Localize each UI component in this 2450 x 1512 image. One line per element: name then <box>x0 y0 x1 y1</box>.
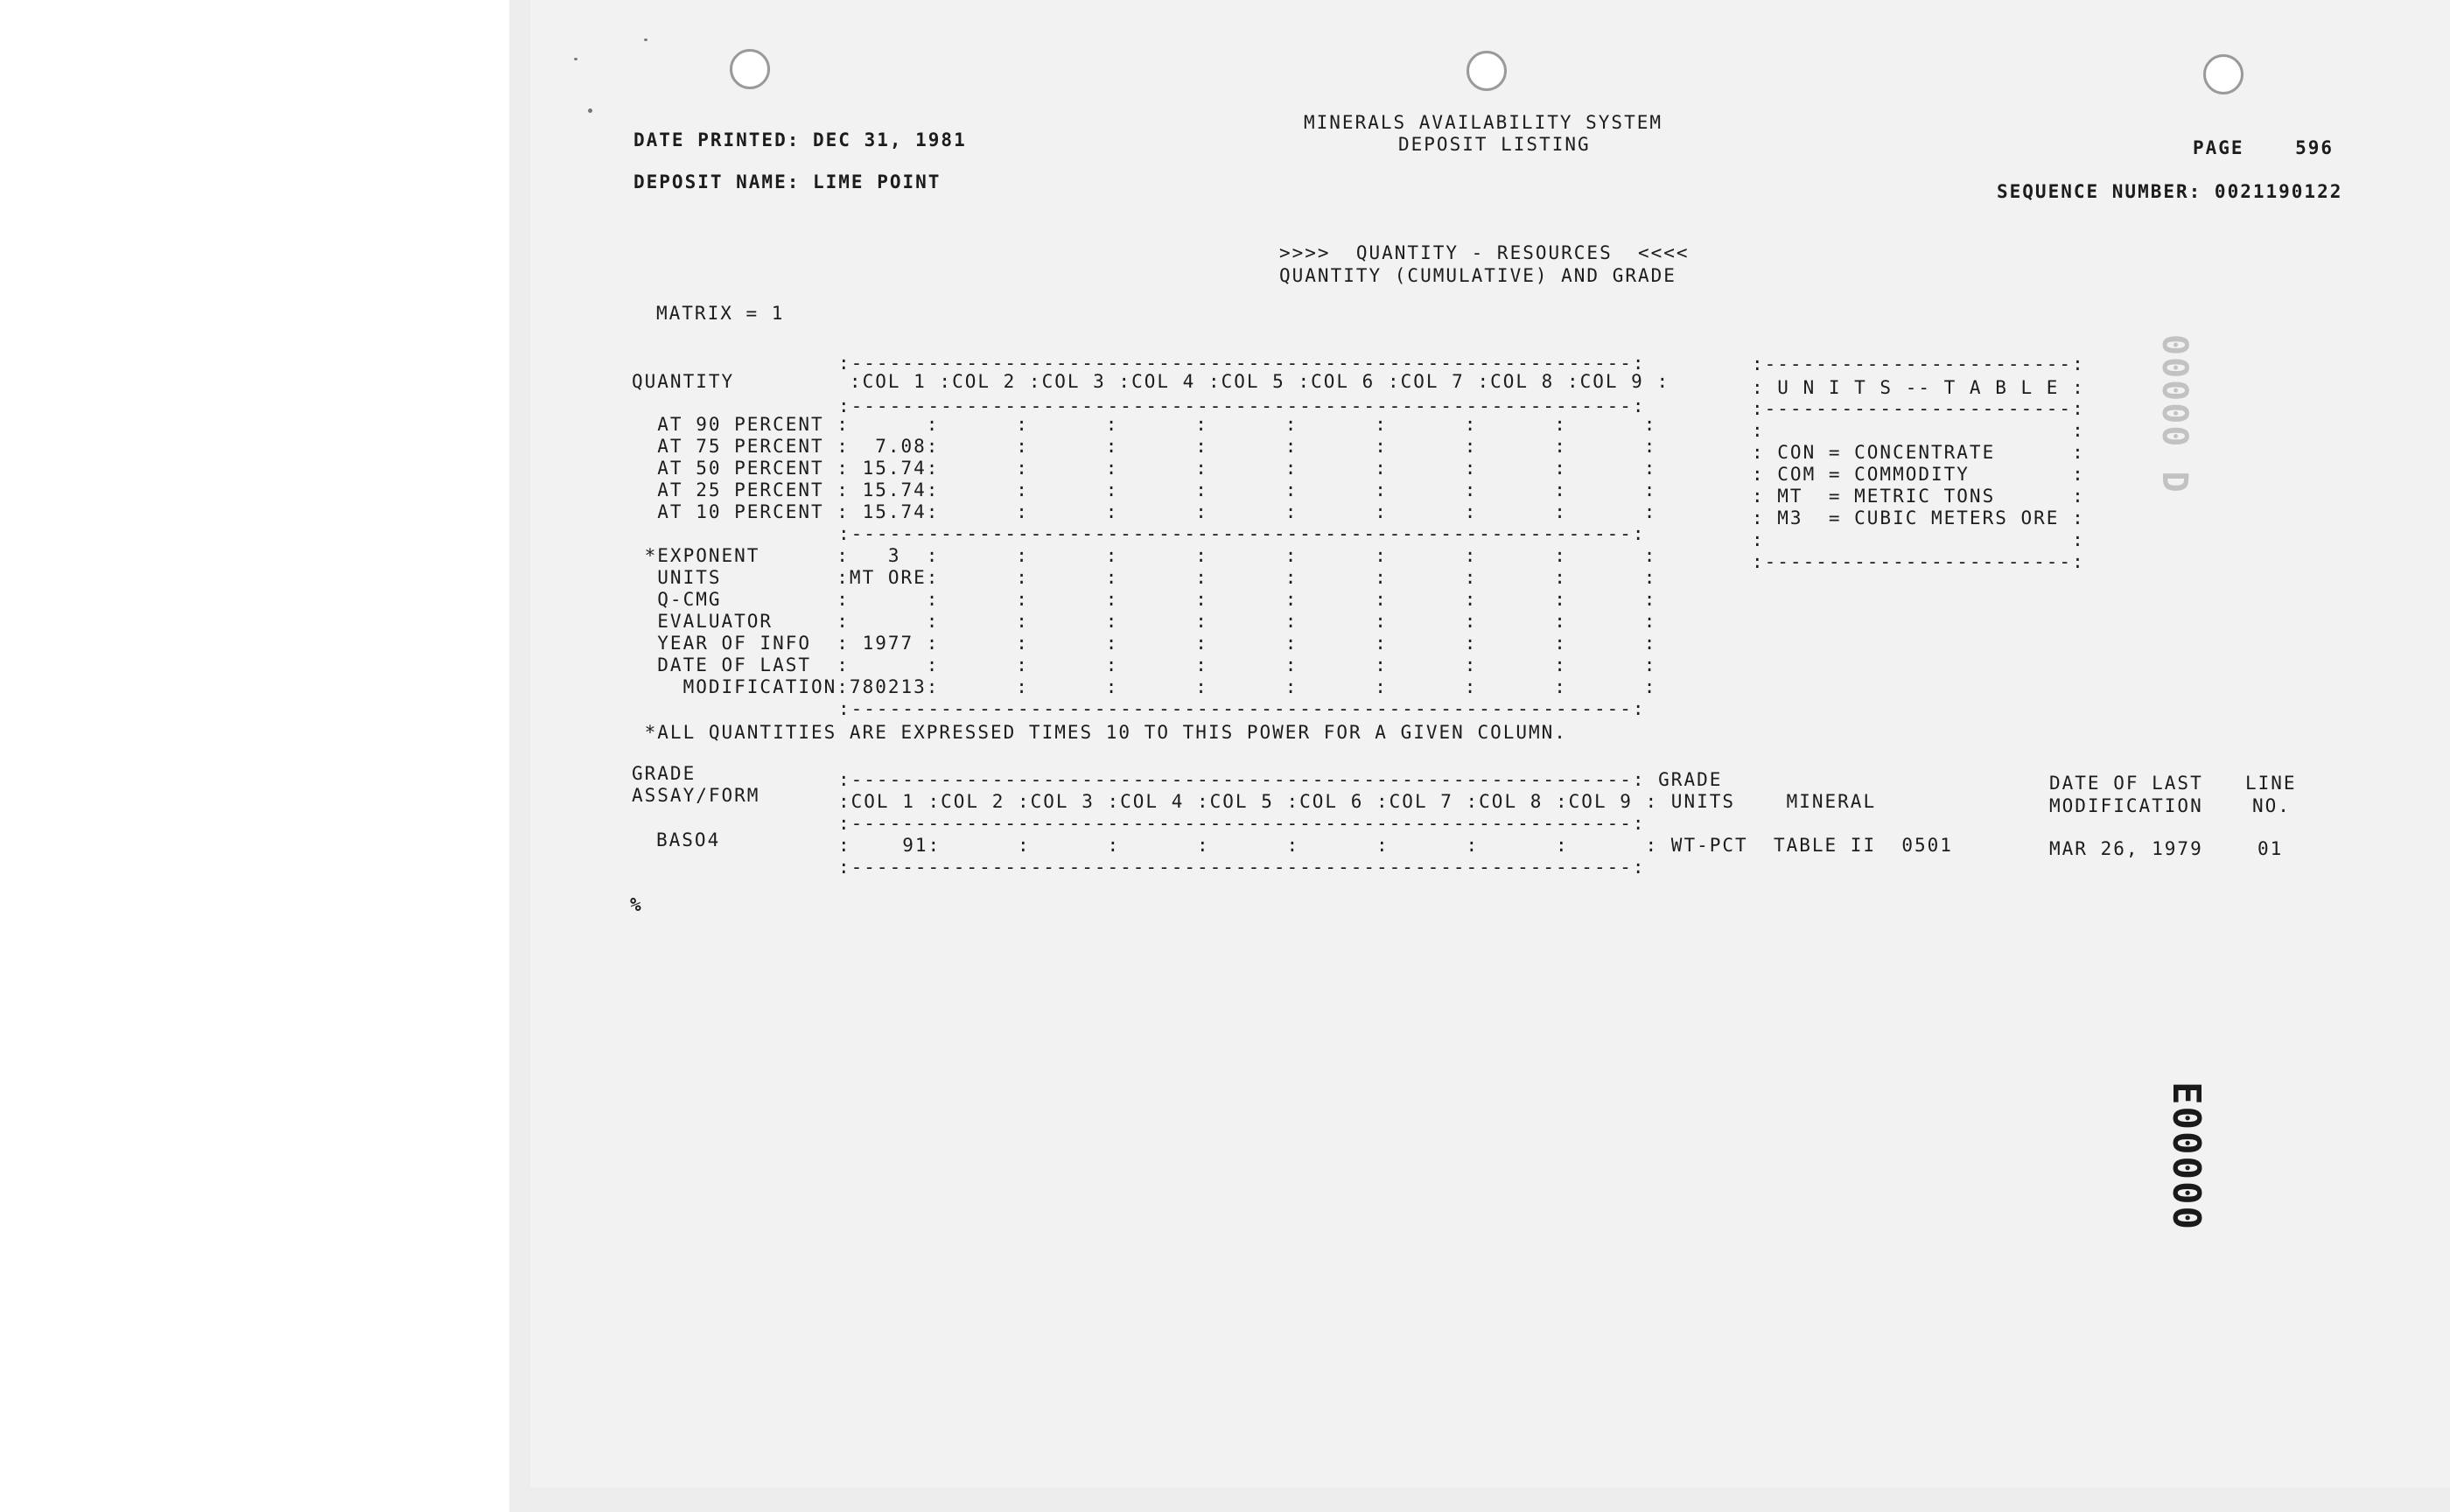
units-rule-bottom: :------------------------: <box>1752 551 2085 572</box>
units-row: : M3 = CUBIC METERS ORE : <box>1752 508 2085 528</box>
matrix-label: MATRIX = 1 <box>656 303 785 324</box>
line-no-header: NO. <box>2252 795 2291 816</box>
modification-date: MAR 26, 1979 <box>2049 838 2203 859</box>
grade-label: GRADE <box>632 763 696 784</box>
quantity-meta-row: YEAR OF INFO : 1977 : : : : : : : : : <box>632 633 1657 654</box>
listing-title: DEPOSIT LISTING <box>1398 134 1591 155</box>
page-stamp-lower: E00000 <box>2164 1082 2208 1231</box>
units-rule-top: :------------------------: <box>1752 354 2085 374</box>
line-header: LINE <box>2245 773 2297 794</box>
quantity-rule-bottom: :-------------------------------------------------------------: <box>838 698 1646 719</box>
quantity-row: AT 50 PERCENT : 15.74: : : : : : : : : <box>632 458 1657 479</box>
grade-rule-top: :-------------------------------------------------------------: GRADE <box>838 769 1723 790</box>
quantity-row: AT 75 PERCENT : 7.08: : : : : : : : : <box>632 436 1657 457</box>
quantity-rule-mid: :-------------------------------------------------------------: <box>838 523 1646 544</box>
assay-form-label: ASSAY/FORM <box>632 785 760 806</box>
punch-hole-right <box>2203 54 2244 94</box>
units-row: : : <box>1752 529 2085 550</box>
quantity-footnote: *ALL QUANTITIES ARE EXPRESSED TIMES 10 TO THIS POWER FOR A GIVEN COLUMN. <box>632 722 1567 743</box>
grade-rule-header: :-------------------------------------------------------------: <box>838 813 1646 834</box>
quantity-meta-row: DATE OF LAST : : : : : : : : : : <box>632 654 1657 676</box>
quantity-meta-row: UNITS :MT ORE: : : : : : : : : <box>632 567 1657 588</box>
page-number: PAGE 596 <box>2193 137 2334 158</box>
units-row: : : <box>1752 420 2085 441</box>
units-row: : COM = COMMODITY : <box>1752 464 2085 485</box>
deposit-name: DEPOSIT NAME: LIME POINT <box>634 172 942 192</box>
quantity-rule-header: :-------------------------------------------------------------: <box>838 396 1646 416</box>
paper-face <box>530 0 2450 1488</box>
grade-rule-bottom: :-------------------------------------------------------------: <box>838 857 1646 878</box>
end-mark: % <box>630 894 643 915</box>
quantity-meta-row: Q-CMG : : : : : : : : : : <box>632 589 1657 610</box>
sequence-number: SEQUENCE NUMBER: 0021190122 <box>1997 181 2343 202</box>
section-heading: >>>> QUANTITY - RESOURCES <<<< <box>1279 242 1690 263</box>
quantity-rule-top: :-------------------------------------------------------------: <box>838 353 1646 374</box>
units-row: : CON = CONCENTRATE : <box>1752 442 2085 463</box>
scan-speck <box>588 108 592 113</box>
modification-header: MODIFICATION <box>2049 795 2203 816</box>
line-number: 01 <box>2258 838 2284 859</box>
scan-speck <box>644 38 648 41</box>
page-stamp-upper: 00000 D <box>2154 334 2194 494</box>
units-rule-title: :------------------------: <box>1752 398 2085 419</box>
punch-hole-left <box>730 49 770 89</box>
quantity-row: AT 10 PERCENT : 15.74: : : : : : : : : <box>632 501 1657 522</box>
grade-row-label: BASO4 <box>656 830 721 850</box>
quantity-row: AT 90 PERCENT : : : : : : : : : : <box>632 414 1657 435</box>
units-row: : MT = METRIC TONS : <box>1752 486 2085 507</box>
units-title: : U N I T S -- T A B L E : <box>1752 377 2085 398</box>
date-printed: DATE PRINTED: DEC 31, 1981 <box>634 130 967 150</box>
quantity-row: AT 25 PERCENT : 15.74: : : : : : : : : <box>632 480 1657 500</box>
grade-row: : 91: : : : : : : : : WT-PCT TABLE II 0501 <box>838 835 1953 856</box>
grade-header-row: :COL 1 :COL 2 :COL 3 :COL 4 :COL 5 :COL 6 :COL 7 :COL 8 :COL 9 : UNITS MINERAL <box>838 791 1877 812</box>
scan-speck <box>574 58 578 60</box>
quantity-header-row: QUANTITY :COL 1 :COL 2 :COL 3 :COL 4 :COL 5 :COL 6 :COL 7 :COL 8 :COL 9 : <box>632 371 1670 392</box>
section-subheading: QUANTITY (CUMULATIVE) AND GRADE <box>1279 265 1676 286</box>
date-of-last-header: DATE OF LAST <box>2049 773 2203 794</box>
quantity-meta-row: MODIFICATION:780213: : : : : : : : : <box>632 676 1657 697</box>
system-title: MINERALS AVAILABILITY SYSTEM <box>1304 112 1663 133</box>
punch-hole-center <box>1466 51 1507 91</box>
quantity-meta-row: *EXPONENT : 3 : : : : : : : : : <box>632 545 1657 566</box>
quantity-meta-row: EVALUATOR : : : : : : : : : : <box>632 611 1657 632</box>
